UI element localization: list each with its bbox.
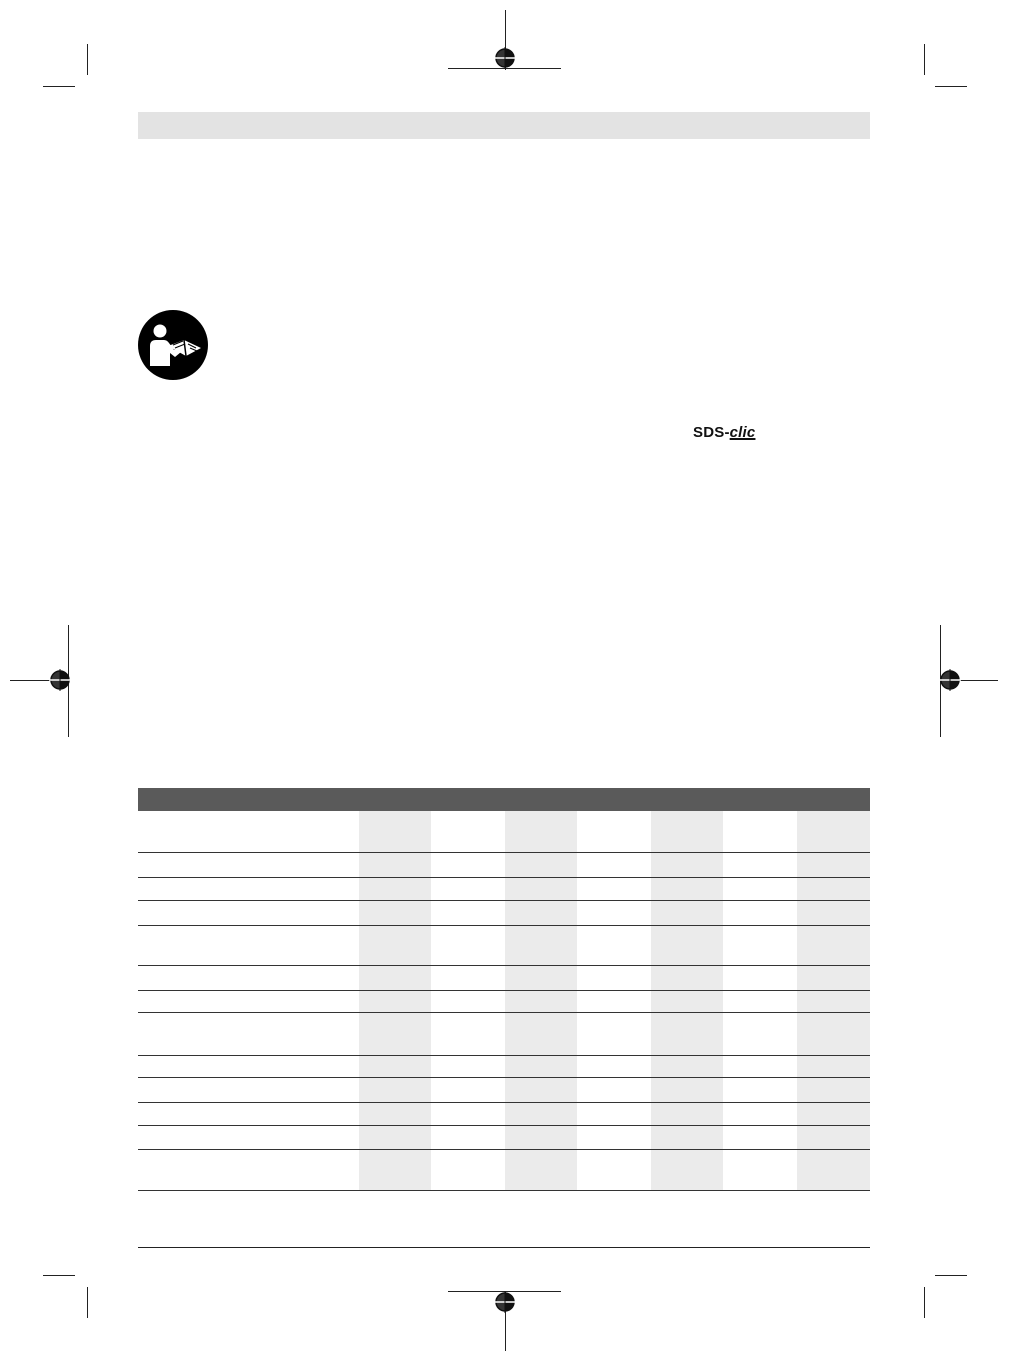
- registration-mark-icon: [49, 669, 71, 691]
- table-column-shade: [797, 811, 870, 1191]
- page-footer-rule: [138, 1247, 870, 1248]
- table-row-divider: [138, 1055, 870, 1056]
- table-column-shade: [359, 811, 431, 1191]
- crop-mark-top-left-vertical: [87, 44, 88, 75]
- table-row-divider: [138, 852, 870, 853]
- table-row-divider: [138, 965, 870, 966]
- table-row-divider: [138, 1012, 870, 1013]
- table-row-divider: [138, 1102, 870, 1103]
- table-column-shade: [505, 811, 577, 1191]
- table-row-divider: [138, 1077, 870, 1078]
- table-row-divider: [138, 990, 870, 991]
- table-row-divider: [138, 1149, 870, 1150]
- crop-mark-bottom-left-horizontal: [43, 1275, 75, 1276]
- crop-mark-top-left-horizontal: [43, 86, 75, 87]
- table-row-divider: [138, 1125, 870, 1126]
- crop-mark-bottom-right-horizontal: [935, 1275, 967, 1276]
- registration-mark-icon: [939, 669, 961, 691]
- table-row-divider: [138, 877, 870, 878]
- crop-mark-bottom-left-vertical: [87, 1287, 88, 1318]
- registration-mark-icon: [494, 47, 516, 69]
- crop-mark-top-right-horizontal: [935, 86, 967, 87]
- table-column-shade: [651, 811, 723, 1191]
- table-row-divider: [138, 925, 870, 926]
- table-row-divider: [138, 1190, 870, 1191]
- sds-logo-main: SDS-: [693, 424, 730, 441]
- crop-mark-bottom-right-vertical: [924, 1287, 925, 1318]
- table-row-divider: [138, 900, 870, 901]
- sds-clic-logo: [693, 424, 755, 444]
- sds-logo-accent: clic: [729, 424, 756, 441]
- page-header-band: [138, 112, 870, 139]
- crop-mark-top-right-vertical: [924, 44, 925, 75]
- table-header-bar: [138, 788, 870, 811]
- registration-mark-icon: [494, 1291, 516, 1313]
- read-manual-icon: [138, 310, 208, 380]
